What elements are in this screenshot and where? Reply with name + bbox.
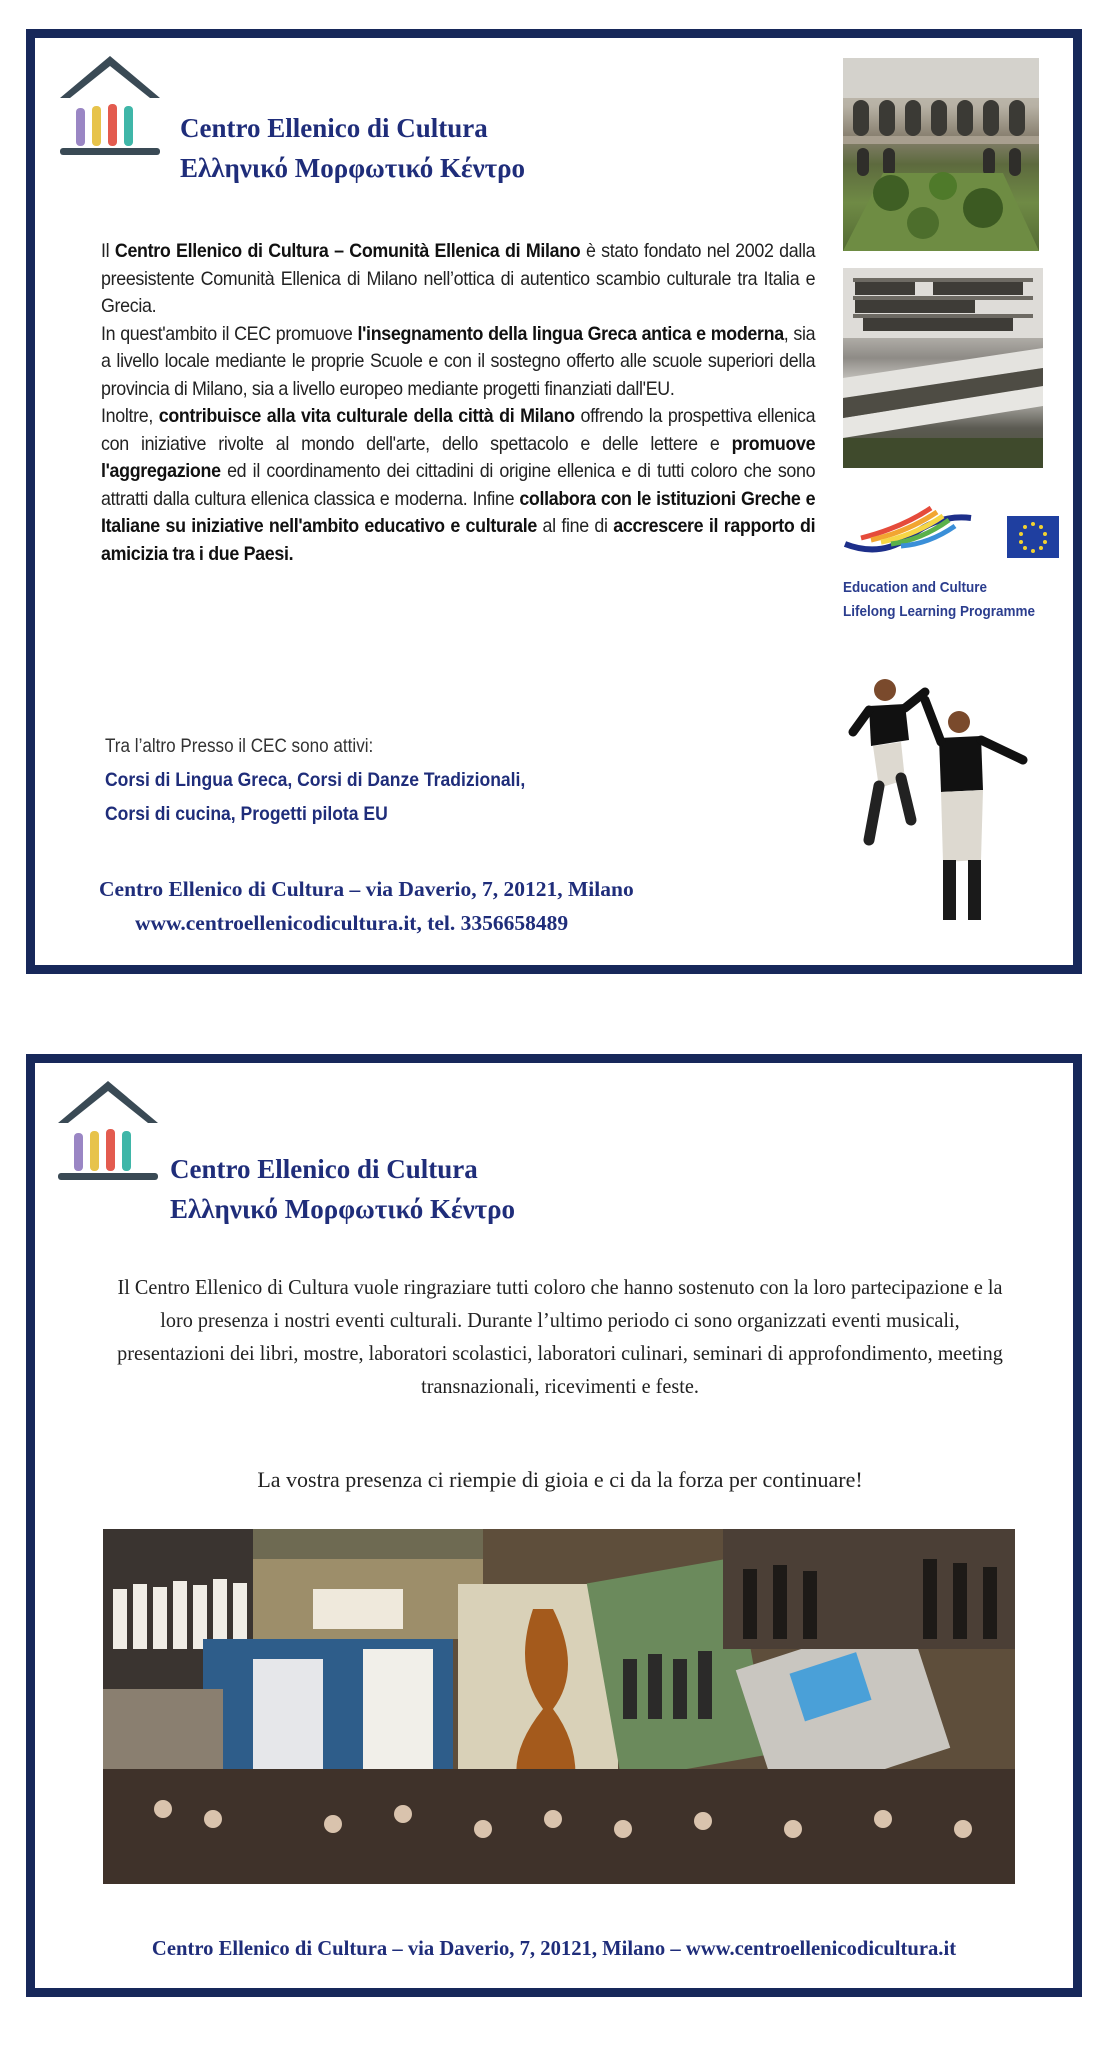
intro-text: [101, 238, 815, 568]
p2-run: l'insegnamento della lingua Greca antica e moderna: [357, 323, 784, 345]
cloister-photo: [843, 58, 1039, 251]
cec-logo: [50, 1073, 166, 1185]
p3-run: ed il coordinamento dei cittadini di origine ellenica e di tutti coloro che sono attratti dalla cultura ellenica classica e moderna. Infine: [101, 461, 816, 510]
p1-run: Centro Ellenico di Cultura – Comunità Ellenica di Milano: [114, 241, 581, 262]
intro-paragraph-1: [101, 238, 815, 321]
temple-logo-icon: [50, 1073, 166, 1185]
eu-line-2: Lifelong Learning Programme: [843, 603, 1036, 620]
thanks-text: Il Centro Ellenico di Cultura vuole ringraziare tutti coloro che hanno sostenuto con la loro partecipazione e la loro presenza i nostri eventi culturali. Durante l’ultimo periodo ci sono organizzati eventi musicali, presentazioni dei libri, mostre, laboratori scolastici, laboratori culinari, seminari di approfondimento, meeting transnazionali, ricevimenti e feste.: [117, 1275, 1003, 1398]
contact-address: Centro Ellenico di Cultura – via Daverio, 7, 20121, Milano: [99, 877, 634, 901]
brand-title: [170, 1149, 515, 1229]
p2-run: In quest'ambito il CEC promuove: [101, 323, 358, 345]
contact-block: [99, 872, 634, 940]
brand-name-gr: Ελληνικό Μορφωτικό Κέντρο: [180, 153, 526, 183]
dancers-illustration: [847, 670, 1047, 950]
p3-run: collabora con le istituzioni Greche e Italiane su iniziative nell'ambito educativo e culturale: [101, 488, 816, 537]
brand-name-gr: Ελληνικό Μορφωτικό Κέντρο: [170, 1194, 516, 1224]
p3-run: offrendo la prospettiva ellenica con iniziative rivolte al mondo dell'arte, dello spettacolo e delle lettere e: [101, 406, 816, 455]
eu-line-1: Education and Culture: [843, 579, 988, 596]
thanks-card: [26, 1054, 1082, 1997]
p3-run: accrescere il rapporto di amicizia tra i due Paesi.: [101, 516, 816, 565]
info-card: [26, 29, 1082, 974]
activities-intro: Tra l’altro Presso il CEC sono attivi:: [105, 736, 374, 757]
p3-run: Inoltre,: [101, 406, 159, 427]
temple-logo-icon: [52, 48, 168, 160]
activities-list: [105, 731, 525, 831]
activities-line-2: Corsi di cucina, Progetti pilota EU: [105, 803, 388, 825]
p2-run: , sia a livello locale mediante le proprie Scuole e con il sostegno offerto alle scuole superiori della provincia di Milano, sia a livello europeo mediante progetti finanziati dall'EU.: [101, 323, 816, 400]
events-photo-collage: [103, 1529, 1015, 1884]
brand-name-it: Centro Ellenico di Cultura: [180, 113, 488, 143]
eu-programme-logo: [841, 498, 1061, 628]
intro-paragraph-2: [101, 321, 815, 404]
p1-run: è stato fondato nel 2002 dalla preesistente Comunità Ellenica di Milano nell’ottica di autentico scambio culturale tra Italia e Grecia.: [101, 241, 816, 317]
contact-web-phone[interactable]: www.centroellenicodicultura.it, tel. 3356658489: [135, 911, 569, 935]
p3-run: al fine di: [536, 516, 614, 537]
intro-paragraph-3: [101, 403, 815, 568]
p3-run: promuove l'aggregazione: [101, 433, 816, 482]
cec-logo: [52, 48, 168, 160]
p3-run: contribuisce alla vita culturale della città di Milano: [158, 406, 575, 427]
footer-contact[interactable]: Centro Ellenico di Cultura – via Daverio, 7, 20121, Milano – www.centroellenicodicultura.it: [151, 1936, 957, 1960]
activities-line-1: Corsi di Lingua Greca, Corsi di Danze Tradizionali,: [105, 769, 526, 791]
p1-run: Il: [101, 241, 115, 262]
brand-name-it: Centro Ellenico di Cultura: [170, 1154, 478, 1184]
tagline: La vostra presenza ci riempie di gioia e ci da la forza per continuare!: [257, 1467, 863, 1492]
library-photo: [843, 268, 1043, 468]
brand-title: [180, 108, 525, 188]
